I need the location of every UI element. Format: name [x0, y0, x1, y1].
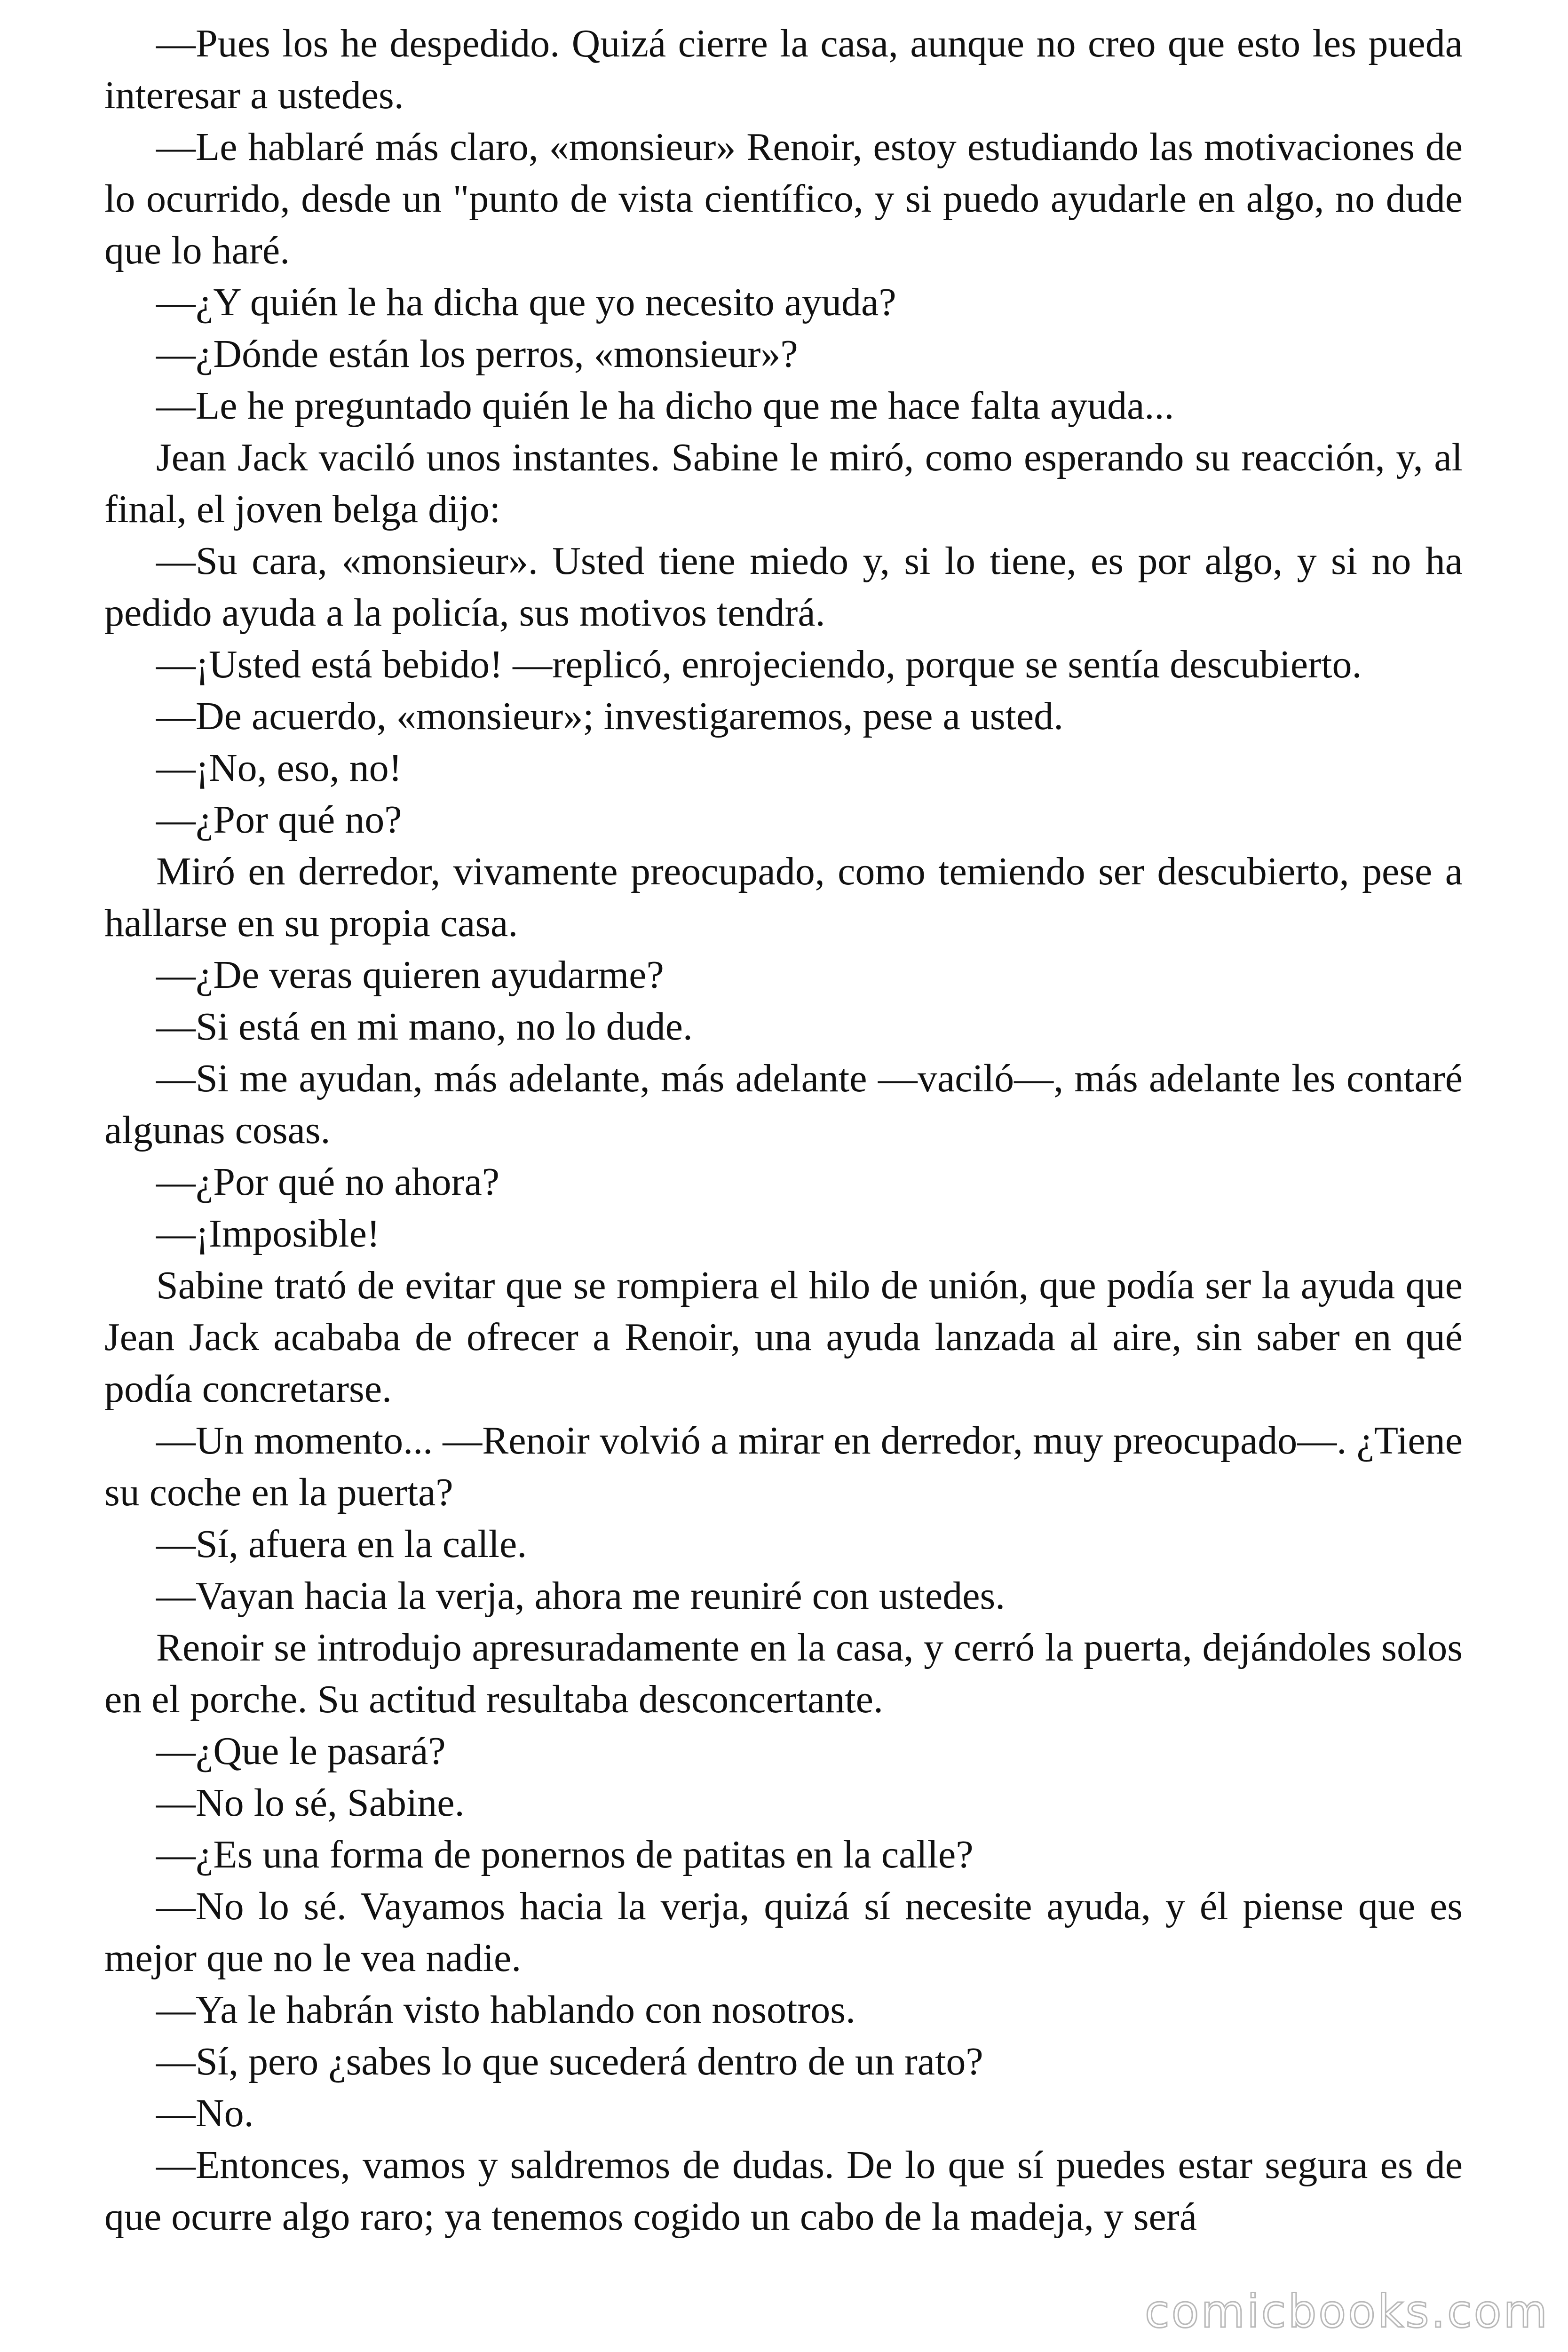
paragraph: —Le hablaré más claro, «monsieur» Renoir, estoy estudiando las motivaciones de lo ocurrido, desde un "punto de vista científico, y si puedo ayudarle en algo, no dude que lo haré. [104, 125, 1463, 272]
paragraph: —¿Y quién le ha dicha que yo necesito ayuda? [156, 280, 896, 324]
paragraph: Jean Jack vaciló unos instantes. Sabine le miró, como esperando su reacción, y, al final, el joven belga dijo: [104, 436, 1463, 531]
paragraph: —¿De veras quieren ayudarme? [156, 953, 664, 997]
paragraph: —Vayan hacia la verja, ahora me reuniré con ustedes. [156, 1574, 1006, 1618]
paragraph: —¿Dónde están los perros, «monsieur»? [156, 332, 798, 376]
paragraph: —¿Por qué no ahora? [156, 1160, 500, 1204]
paragraph: —Si está en mi mano, no lo dude. [156, 1005, 693, 1049]
paragraph: —De acuerdo, «monsieur»; investigaremos, pese a usted. [156, 694, 1064, 738]
paragraph: —Sí, pero ¿sabes lo que sucederá dentro de un rato? [156, 2040, 983, 2083]
page-body [104, 18, 1463, 2243]
paragraph: —Le he preguntado quién le ha dicho que me hace falta ayuda... [156, 384, 1174, 428]
paragraph: —¡No, eso, no! [156, 746, 402, 790]
paragraph: —No lo sé. Vayamos hacia la verja, quizá sí necesite ayuda, y él piense que es mejor que no le vea nadie. [104, 1884, 1463, 1980]
paragraph: —Si me ayudan, más adelante, más adelante —vaciló—, más adelante les contaré algunas cosas. [104, 1057, 1463, 1152]
watermark: comicbooks.com [1144, 2285, 1549, 2338]
paragraph: —¿Por qué no? [156, 798, 402, 842]
paragraph: —¡Usted está bebido! —replicó, enrojeciendo, porque se sentía descubierto. [156, 643, 1362, 686]
paragraph: Sabine trató de evitar que se rompiera el hilo de unión, que podía ser la ayuda que Jean Jack acababa de ofrecer a Renoir, una ayuda lanzada al aire, sin saber en qué podía concretarse. [104, 1263, 1463, 1411]
paragraph: —¿Que le pasará? [156, 1729, 446, 1773]
paragraph: —Sí, afuera en la calle. [156, 1522, 527, 1566]
paragraph: —No. [156, 2091, 254, 2135]
paragraph: —Un momento... —Renoir volvió a mirar en derredor, muy preocupado—. ¿Tiene su coche en la puerta? [104, 1419, 1463, 1514]
paragraph: Renoir se introdujo apresuradamente en la casa, y cerró la puerta, dejándoles solos en el porche. Su actitud resultaba desconcertante. [104, 1626, 1463, 1721]
paragraph: —Su cara, «monsieur». Usted tiene miedo y, si lo tiene, es por algo, y si no ha pedido ayuda a la policía, sus motivos tendrá. [104, 539, 1463, 635]
paragraph: —¿Es una forma de ponernos de patitas en la calle? [156, 1833, 974, 1876]
paragraph: —Pues los he despedido. Quizá cierre la casa, aunque no creo que esto les pueda interesar a ustedes. [104, 22, 1463, 117]
paragraph: —Entonces, vamos y saldremos de dudas. De lo que sí puedes estar segura es de que ocurre algo raro; ya tenemos cogido un cabo de la madeja, y será [104, 2143, 1463, 2239]
paragraph: —Ya le habrán visto hablando con nosotros. [156, 1988, 855, 2032]
paragraph: —No lo sé, Sabine. [156, 1781, 465, 1825]
paragraph: Miró en derredor, vivamente preocupado, como temiendo ser descubierto, pese a hallarse en su propia casa. [104, 850, 1463, 945]
paragraph: —¡Imposible! [156, 1212, 380, 1255]
